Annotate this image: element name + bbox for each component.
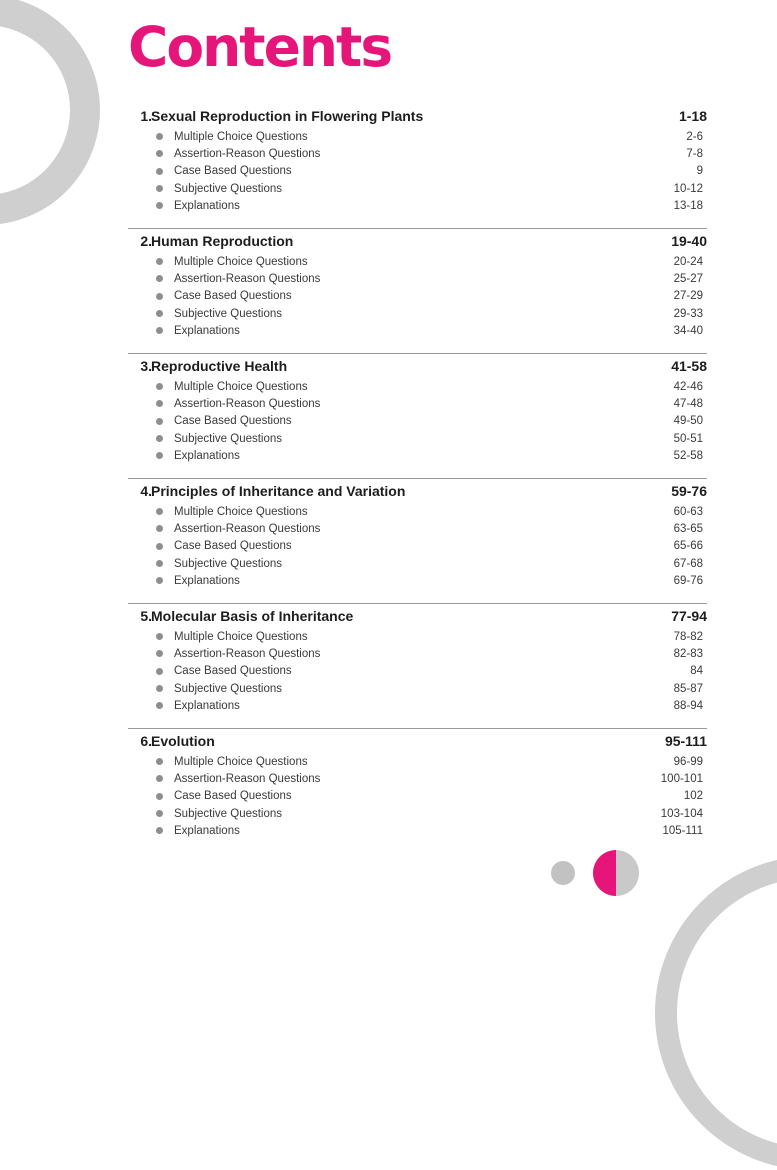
chapter-heading[interactable] bbox=[128, 729, 707, 753]
toc-item-pages: 27-29 bbox=[673, 290, 703, 303]
bullet-icon bbox=[156, 793, 163, 800]
bullet-icon bbox=[156, 702, 163, 709]
toc-item-label: Subjective Questions bbox=[174, 307, 283, 320]
toc-item[interactable] bbox=[128, 697, 707, 714]
toc-item-label: Multiple Choice Questions bbox=[174, 130, 308, 143]
chapter-title: Reproductive Health bbox=[151, 358, 288, 374]
toc-item-label: Explanations bbox=[174, 199, 240, 212]
chapter-section bbox=[128, 229, 707, 354]
toc-item[interactable] bbox=[128, 753, 707, 770]
chapter-number: 6. bbox=[140, 733, 152, 749]
bullet-icon bbox=[156, 133, 163, 140]
toc-item-pages: 29-33 bbox=[673, 307, 703, 320]
toc-item-pages: 34-40 bbox=[673, 324, 703, 337]
toc-item[interactable] bbox=[128, 145, 707, 162]
decorative-grey-dot bbox=[551, 861, 575, 885]
toc-item-label: Subjective Questions bbox=[174, 682, 283, 695]
toc-item-label: Case Based Questions bbox=[174, 165, 292, 178]
toc-item[interactable] bbox=[128, 628, 707, 645]
toc-item[interactable] bbox=[128, 520, 707, 537]
bullet-icon bbox=[156, 560, 163, 567]
toc-item[interactable] bbox=[128, 663, 707, 680]
toc-item[interactable] bbox=[128, 163, 707, 180]
toc-item[interactable] bbox=[128, 770, 707, 787]
bullet-icon bbox=[156, 452, 163, 459]
bullet-icon bbox=[156, 435, 163, 442]
toc-item-label: Case Based Questions bbox=[174, 540, 292, 553]
toc-item-pages: 84 bbox=[690, 665, 703, 678]
bullet-icon bbox=[156, 400, 163, 407]
toc-item[interactable] bbox=[128, 572, 707, 589]
chapter-items bbox=[128, 128, 707, 214]
bullet-icon bbox=[156, 150, 163, 157]
toc-item-label: Case Based Questions bbox=[174, 290, 292, 303]
bullet-icon bbox=[156, 577, 163, 584]
toc-item-pages: 65-66 bbox=[673, 540, 703, 553]
chapter-items bbox=[128, 753, 707, 839]
chapter-pages: 19-40 bbox=[671, 233, 707, 249]
chapter-items bbox=[128, 503, 707, 589]
toc-item[interactable] bbox=[128, 395, 707, 412]
chapter-number: 4. bbox=[140, 483, 152, 499]
toc-item[interactable] bbox=[128, 197, 707, 214]
bullet-icon bbox=[156, 202, 163, 209]
chapter-section bbox=[128, 104, 707, 229]
chapter-heading[interactable] bbox=[128, 104, 707, 128]
toc-item-pages: 60-63 bbox=[673, 505, 703, 518]
page-title: Contents bbox=[128, 15, 392, 79]
decorative-arc-top bbox=[0, 0, 100, 225]
chapter-heading[interactable] bbox=[128, 229, 707, 253]
toc-item[interactable] bbox=[128, 322, 707, 339]
toc-item-label: Multiple Choice Questions bbox=[174, 755, 308, 768]
chapter-heading[interactable] bbox=[128, 354, 707, 378]
bullet-icon bbox=[156, 418, 163, 425]
bullet-icon bbox=[156, 685, 163, 692]
chapter-number: 2. bbox=[140, 233, 152, 249]
toc-item-label: Assertion-Reason Questions bbox=[174, 647, 321, 660]
decorative-half-circle bbox=[593, 850, 639, 896]
toc-item-label: Subjective Questions bbox=[174, 557, 283, 570]
bullet-icon bbox=[156, 650, 163, 657]
bullet-icon bbox=[156, 543, 163, 550]
toc-item-pages: 47-48 bbox=[673, 397, 703, 410]
toc-item-label: Case Based Questions bbox=[174, 790, 292, 803]
toc-item-label: Explanations bbox=[174, 574, 240, 587]
toc-item[interactable] bbox=[128, 680, 707, 697]
toc-item-label: Case Based Questions bbox=[174, 665, 292, 678]
toc-item[interactable] bbox=[128, 288, 707, 305]
chapter-section bbox=[128, 604, 707, 729]
table-of-contents bbox=[128, 104, 707, 854]
decorative-arc-bottom bbox=[655, 856, 777, 1170]
toc-item-pages: 20-24 bbox=[673, 255, 703, 268]
chapter-items bbox=[128, 253, 707, 339]
toc-item-pages: 69-76 bbox=[673, 574, 703, 587]
toc-item[interactable] bbox=[128, 555, 707, 572]
toc-item[interactable] bbox=[128, 253, 707, 270]
toc-item-label: Subjective Questions bbox=[174, 807, 283, 820]
toc-item[interactable] bbox=[128, 270, 707, 287]
bullet-icon bbox=[156, 775, 163, 782]
toc-item[interactable] bbox=[128, 447, 707, 464]
toc-item-pages: 103-104 bbox=[660, 807, 703, 820]
toc-item-label: Multiple Choice Questions bbox=[174, 255, 308, 268]
chapter-pages: 1-18 bbox=[678, 108, 707, 124]
toc-item-label: Assertion-Reason Questions bbox=[174, 147, 321, 160]
toc-item-pages: 102 bbox=[683, 790, 703, 803]
bullet-icon bbox=[156, 827, 163, 834]
toc-item-pages: 85-87 bbox=[673, 682, 703, 695]
toc-item[interactable] bbox=[128, 788, 707, 805]
bullet-icon bbox=[156, 633, 163, 640]
toc-item[interactable] bbox=[128, 305, 707, 322]
toc-item-pages: 100-101 bbox=[660, 772, 703, 785]
toc-item[interactable] bbox=[128, 503, 707, 520]
toc-item-pages: 10-12 bbox=[673, 182, 703, 195]
toc-item-label: Assertion-Reason Questions bbox=[174, 522, 321, 535]
toc-item-pages: 96-99 bbox=[673, 755, 703, 768]
chapter-pages: 41-58 bbox=[671, 358, 707, 374]
chapter-heading[interactable] bbox=[128, 479, 707, 503]
chapter-pages: 95-111 bbox=[664, 733, 707, 749]
toc-item[interactable] bbox=[128, 413, 707, 430]
bullet-icon bbox=[156, 810, 163, 817]
chapter-number: 1. bbox=[140, 108, 152, 124]
toc-item-label: Explanations bbox=[174, 449, 240, 462]
toc-item-label: Explanations bbox=[174, 824, 240, 837]
bullet-icon bbox=[156, 383, 163, 390]
toc-item[interactable] bbox=[128, 378, 707, 395]
bullet-icon bbox=[156, 758, 163, 765]
toc-item-pages: 63-65 bbox=[673, 522, 703, 535]
chapter-title: Molecular Basis of Inheritance bbox=[151, 608, 354, 624]
bullet-icon bbox=[156, 668, 163, 675]
bullet-icon bbox=[156, 275, 163, 282]
chapter-section bbox=[128, 729, 707, 854]
toc-item-label: Multiple Choice Questions bbox=[174, 505, 308, 518]
toc-item-label: Multiple Choice Questions bbox=[174, 630, 308, 643]
toc-item-label: Subjective Questions bbox=[174, 182, 283, 195]
toc-item[interactable] bbox=[128, 645, 707, 662]
bullet-icon bbox=[156, 258, 163, 265]
toc-item-label: Multiple Choice Questions bbox=[174, 380, 308, 393]
chapter-section bbox=[128, 354, 707, 479]
toc-item-pages: 42-46 bbox=[673, 380, 703, 393]
toc-item-label: Case Based Questions bbox=[174, 415, 292, 428]
toc-item-pages: 105-111 bbox=[662, 824, 703, 837]
bullet-icon bbox=[156, 293, 163, 300]
toc-item-label: Subjective Questions bbox=[174, 432, 283, 445]
toc-item[interactable] bbox=[128, 538, 707, 555]
chapter-pages: 77-94 bbox=[671, 608, 707, 624]
toc-item-pages: 9 bbox=[696, 165, 703, 178]
chapter-number: 3. bbox=[140, 358, 152, 374]
chapter-items bbox=[128, 628, 707, 714]
toc-item-pages: 2-6 bbox=[686, 130, 703, 143]
chapter-heading[interactable] bbox=[128, 604, 707, 628]
bullet-icon bbox=[156, 327, 163, 334]
toc-item-label: Assertion-Reason Questions bbox=[174, 397, 321, 410]
toc-item[interactable] bbox=[128, 180, 707, 197]
bullet-icon bbox=[156, 525, 163, 532]
chapter-items bbox=[128, 378, 707, 464]
toc-item-pages: 49-50 bbox=[673, 415, 703, 428]
toc-item-pages: 7-8 bbox=[686, 147, 703, 160]
chapter-title: Evolution bbox=[151, 733, 215, 749]
toc-item-pages: 25-27 bbox=[673, 272, 703, 285]
chapter-section bbox=[128, 479, 707, 604]
toc-item-label: Assertion-Reason Questions bbox=[174, 772, 321, 785]
toc-item-pages: 67-68 bbox=[673, 557, 703, 570]
toc-item-pages: 13-18 bbox=[673, 199, 703, 212]
toc-item-pages: 82-83 bbox=[673, 647, 703, 660]
bullet-icon bbox=[156, 310, 163, 317]
toc-item[interactable] bbox=[128, 805, 707, 822]
bullet-icon bbox=[156, 168, 163, 175]
toc-item-pages: 50-51 bbox=[673, 432, 703, 445]
chapter-title: Sexual Reproduction in Flowering Plants bbox=[151, 108, 424, 124]
bullet-icon bbox=[156, 185, 163, 192]
toc-item[interactable] bbox=[128, 128, 707, 145]
toc-item-label: Explanations bbox=[174, 324, 240, 337]
toc-item[interactable] bbox=[128, 430, 707, 447]
toc-item-pages: 88-94 bbox=[673, 699, 703, 712]
chapter-number: 5. bbox=[140, 608, 152, 624]
bullet-icon bbox=[156, 508, 163, 515]
chapter-pages: 59-76 bbox=[671, 483, 707, 499]
toc-item-pages: 78-82 bbox=[673, 630, 703, 643]
chapter-title: Principles of Inheritance and Variation bbox=[151, 483, 406, 499]
toc-item-label: Explanations bbox=[174, 699, 240, 712]
toc-item[interactable] bbox=[128, 822, 707, 839]
chapter-title: Human Reproduction bbox=[151, 233, 294, 249]
toc-item-pages: 52-58 bbox=[673, 449, 703, 462]
toc-item-label: Assertion-Reason Questions bbox=[174, 272, 321, 285]
